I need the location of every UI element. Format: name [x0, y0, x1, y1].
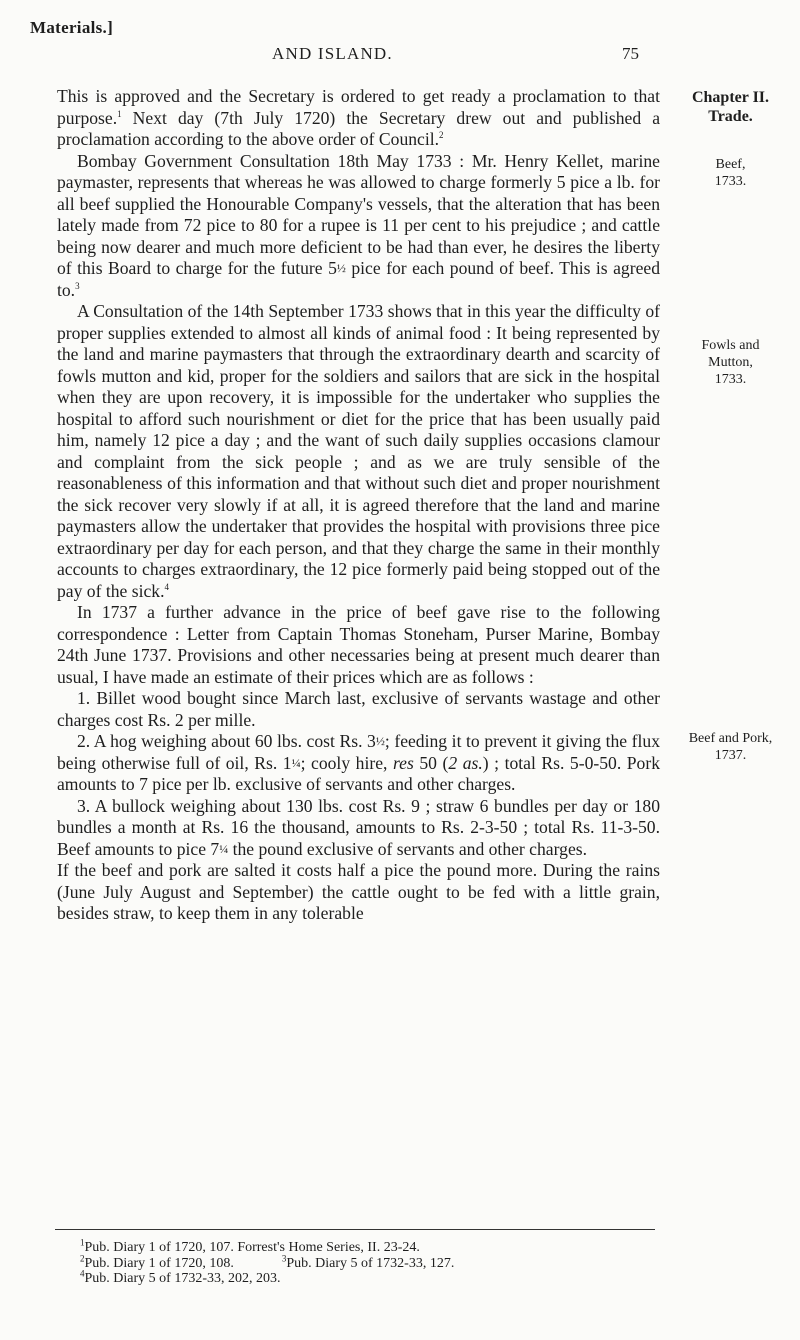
- margin-note-beef-label: Beef,: [715, 157, 746, 172]
- paragraph-consultation-1733: [57, 151, 660, 302]
- footnote-ref: 2: [439, 130, 444, 141]
- trade-label: Trade.: [708, 108, 753, 125]
- item-text: the pound exclusive of servants and other charges.: [228, 838, 587, 859]
- italic-text: res: [392, 752, 414, 773]
- paragraph-text: Bombay Government Consultation 18th May 1733 : Mr. Henry Kellet, marine paymaster, represents that whereas he was allowed to charge formerly 5 pice a lb. for all beef supplied the Honourable Company's vessels, that the alteration that has been lately made from 72 pice to 80 for a rupee is 11 per cent to his prejudice ; and cattle being now dearer and much more deficient to be had than ever, he desires the liberty of this Board to charge for the future 5: [57, 150, 660, 278]
- margin-note-fowls: [668, 337, 793, 388]
- running-head-section: Materials.]: [30, 18, 114, 37]
- margin-note-beef-pork-label: Beef and Pork,: [688, 731, 773, 746]
- italic-text: 2 as.: [448, 752, 483, 773]
- paragraph-1737: In 1737 a further advance in the price of beef gave rise to the following correspondence : Letter from Captain Thomas Stoneham, Purser Marine, Bombay 24th June 1737. Provisions and other necessaries being at present much dearer than usual, I have made an estimate of their prices which are as follows :: [57, 602, 660, 687]
- footnote-number: 1: [80, 1237, 85, 1248]
- footnote-4: [80, 1268, 660, 1287]
- footnote-ref: 3: [75, 280, 80, 291]
- margin-note-beef-pork-year: 1737.: [714, 748, 747, 763]
- footnote-number: 2: [80, 1252, 85, 1263]
- footnote-number: 3: [281, 1252, 287, 1263]
- footnote-1: [80, 1237, 660, 1256]
- paragraph-proclamation: [57, 86, 660, 151]
- margin-note-beef-pork: [668, 730, 793, 764]
- margin-note-beef-year: 1733.: [714, 174, 747, 189]
- fraction: ½: [336, 261, 346, 275]
- running-head-title: AND ISLAND.: [272, 44, 393, 63]
- footnote-text: Pub. Diary 5 of 1732-33, 127.: [286, 1255, 455, 1271]
- fraction: ½: [375, 734, 385, 748]
- footnote-text: Pub. Diary 5 of 1732-33, 202, 203.: [84, 1271, 281, 1286]
- paragraph-text: This is approved and the Secretary is ordered to get ready a proclamation to that purpose.: [57, 86, 660, 128]
- paragraph-consultation-september: [57, 301, 660, 602]
- footnote-rule: [55, 1229, 655, 1230]
- item-text: 2. A hog weighing about 60 lbs. cost Rs. 3: [77, 731, 376, 751]
- footnote-text: Pub. Diary 1 of 1720, 108.: [84, 1255, 234, 1271]
- margin-note-fowls-label: Fowls and: [701, 338, 760, 353]
- item-text: 3. A bullock weighing about 130 lbs. cost Rs. 9 ; straw 6 bundles per day or 180 bundles a month at Rs. 16 the thousand, amounts to Rs. 2-3-50 ; total Rs. 11-3-50. Beef amounts to pice 7: [57, 795, 660, 859]
- margin-note-fowls-year: 1733.: [714, 372, 747, 387]
- item-text: ; feeding it to prevent it giving the flux being otherwise full of oil, Rs. 1: [57, 731, 660, 773]
- footnote-ref: 4: [164, 581, 169, 592]
- margin-note-chapter: [668, 88, 793, 126]
- body-text: [57, 86, 660, 925]
- footnotes: [80, 1237, 660, 1287]
- paragraph-salted: If the beef and pork are salted it costs half a pice the pound more. During the rains (June July August and September) the cattle ought to be fed with a little grain, besides straw, to keep them in any tolerable: [57, 860, 660, 923]
- paragraph-text: Next day (7th July 1720) the Secretary drew out and published a proclamation according to the above order of Council.: [57, 107, 660, 149]
- fraction: ¼: [291, 755, 301, 770]
- margin-note-beef: [668, 156, 793, 190]
- paragraph-text: pice for each pound of beef. This is agreed to.: [57, 258, 661, 300]
- margin-note-mutton-label: Mutton,: [708, 355, 753, 370]
- estimate-item-3: [57, 796, 660, 861]
- footnote-text: Pub. Diary 1 of 1720, 107. Forrest's Home Series, II. 23-24.: [84, 1240, 420, 1255]
- footnote-ref: 1: [117, 108, 122, 119]
- item-text: ; cooly hire,: [300, 752, 393, 773]
- footnote-2-3: [80, 1252, 660, 1272]
- estimate-item-2: [57, 731, 660, 796]
- estimate-item-1: 1. Billet wood bought since March last, exclusive of servants wastage and other charges cost Rs. 2 per mille.: [57, 688, 660, 730]
- fraction: ¼: [219, 841, 229, 856]
- chapter-label: Chapter II.: [691, 89, 770, 106]
- item-text: 50 (: [413, 752, 449, 773]
- item-text: ) ; total Rs. 5-0-50. Pork amounts to 7 pice per lb. exclusive of servants and other charges.: [57, 752, 661, 794]
- footnote-number: 4: [80, 1268, 85, 1279]
- paragraph-text: A Consultation of the 14th September 1733 shows that in this year the difficulty of proper supplies extended to almost all kinds of animal food : It being represented by the land and marine paymasters that through the extraordinary dearth and scarcity of fowls mutton and kid, proper for the soldiers and sailors that are sick in the hospital when they are upon recovery, it is impossible for the undertaker who supplies the hospital to afford such nourishment or diet for the price that has been usually paid him, namely 12 pice a day ; and the want of such daily supplies occasions clamour and complaint from the sick people ; and as we are truly sensible of the reasonableness of this information and that without such diet and proper nourishment the sick recover very slowly if at all, it is agreed therefore that the land and marine paymasters allow the undertaker that provides the hospital with provisions three pice extraordinary per day for each person, and that they charge the same in their monthly accounts to charges extraordinary, the 12 pice formerly paid being stopped out of the pay of the sick.: [57, 301, 660, 601]
- page-number: 75: [622, 44, 639, 63]
